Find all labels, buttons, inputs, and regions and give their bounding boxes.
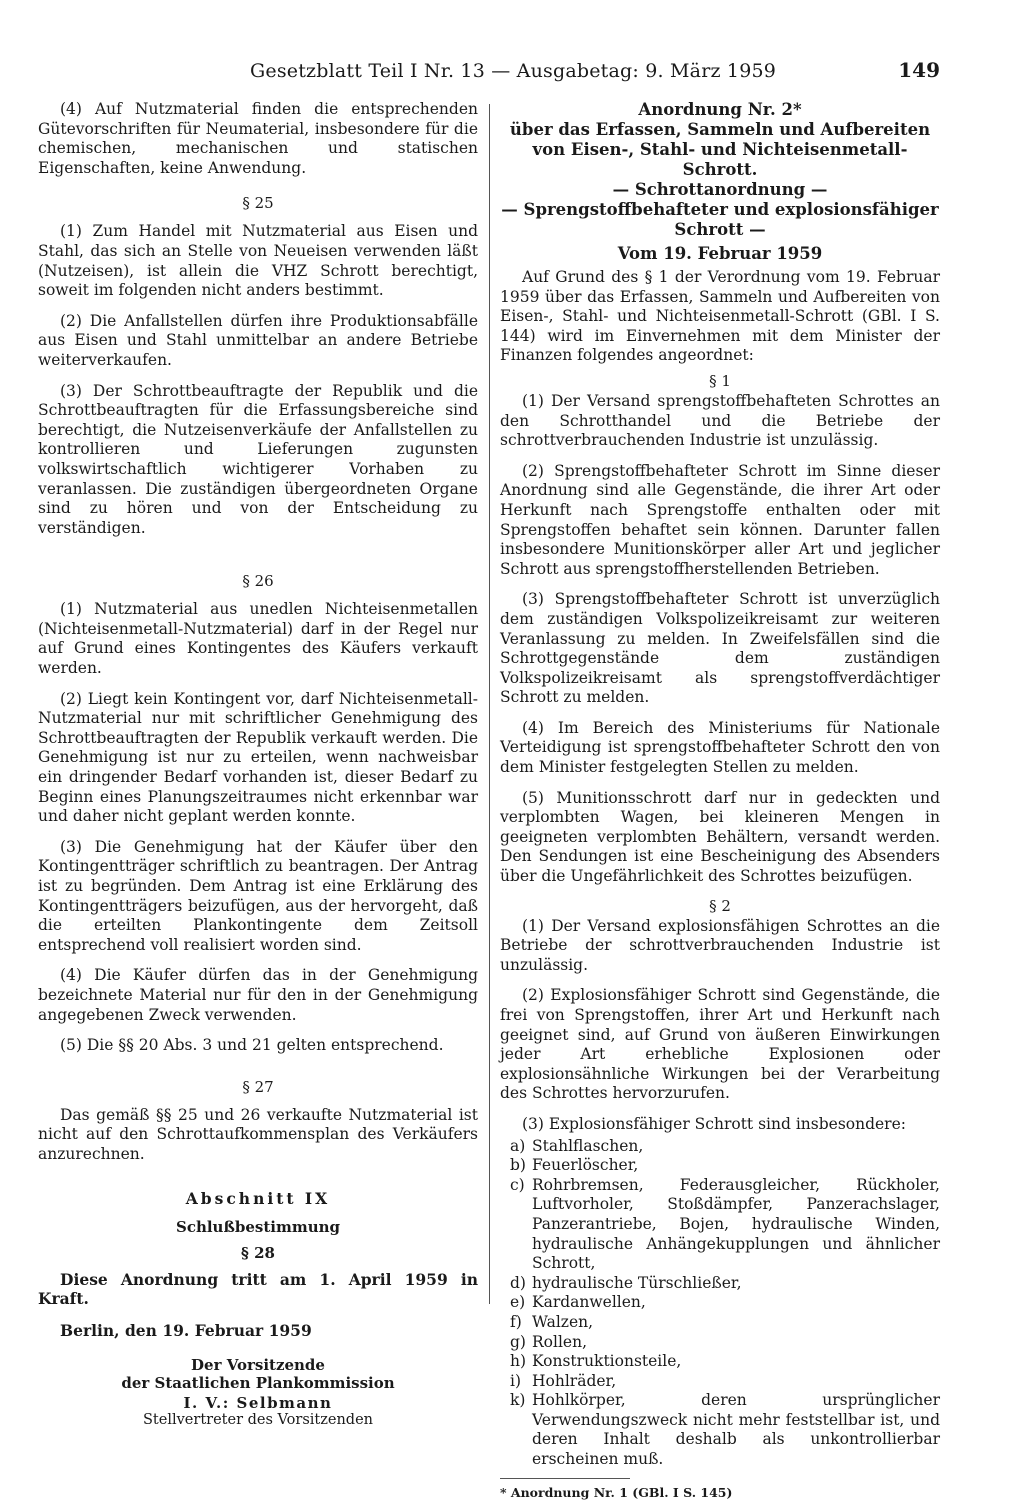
list-item-key: c) bbox=[510, 1175, 525, 1194]
signature-role: Stellvertreter des Vorsitzenden bbox=[143, 1412, 373, 1429]
section-1-heading: § 1 bbox=[709, 371, 731, 390]
section-1-5: (5) Munitionsschrott darf nur in gedeckten und verplombten Wagen, bei kleineren Mengen in geeigneten verplombten Behältern, versandt werden. Den Sendungen ist eine Bescheinigung des Absenders über die Ungefährlichkeit des Schrottes beizufügen. bbox=[500, 788, 940, 886]
list-item-key: d) bbox=[510, 1273, 526, 1292]
paragraph-4: (4) Auf Nutzmaterial finden die entsprechenden Gütevorschriften für Neumaterial, insbesondere für die chemischen, mechanischen und statischen Eigenschaften, keine Anwendung. bbox=[38, 100, 478, 177]
section-2-heading: § 2 bbox=[709, 896, 731, 915]
page-number: 149 bbox=[898, 58, 940, 82]
section-26-2: (2) Liegt kein Kontingent vor, darf Nichteisenmetall-Nutzmaterial nur mit schriftlicher Genehmigung des Schrottbeauftragten der Republik verkauft werden. Die Genehmigung ist nur zu erteilen, wenn nachweisbar ein dringender Bedarf vorhanden ist, dieser Bedarf zu Beginn eines Planungszeitraumes nicht erkennbar war und daher nicht geplant werden konnte. bbox=[38, 689, 478, 826]
column-divider bbox=[489, 104, 490, 1304]
section-1-2: (2) Sprengstoffbehafteter Schrott im Sinne dieser Anordnung sind alle Gegenstände, die ihrer Art oder Herkunft nach Sprengstoffe enthalten oder mit Sprengstoffen behaftet sein können. Darunter fallen insbesondere Munitionskörper aller Art und jeglicher Schrott aus sprengstoffherstellenden Betrieben. bbox=[500, 461, 940, 578]
list-item-key: h) bbox=[510, 1352, 527, 1371]
list-item bbox=[510, 1391, 940, 1469]
list-item bbox=[510, 1352, 940, 1372]
section-27-heading: § 27 bbox=[242, 1077, 274, 1096]
section-26-heading: § 26 bbox=[242, 572, 274, 591]
section-27-text: Das gemäß §§ 25 und 26 verkaufte Nutzmaterial ist nicht auf den Schrottaufkommensplan des Verkäufers anzurechnen. bbox=[38, 1105, 478, 1163]
section-25-3: (3) Der Schrottbeauftragte der Republik und die Schrottbeauftragten für die Erfassungsbereiche sind berechtigt, die Nutzeisenverkäufe der Anfallstellen zu kontrollieren und Lieferungen zugunsten volkswirtschaftlich wichtigerer Vorhaben zu veranlassen. Die zuständigen übergeordneten Organe sind zu hören und von der Entscheidung zu verständigen. bbox=[38, 381, 478, 537]
section-1-4: (4) Im Bereich des Ministeriums für Nationale Verteidigung ist sprengstoffbehafteter Schrott den von dem Minister festgelegten Stellen zu melden. bbox=[500, 718, 940, 777]
section-26-5: (5) Die §§ 20 Abs. 3 und 21 gelten entsprechend. bbox=[60, 1036, 444, 1055]
list-item bbox=[510, 1176, 940, 1274]
explosive-scrap-list bbox=[500, 1137, 940, 1470]
list-item-text: Rollen, bbox=[532, 1332, 587, 1351]
left-column bbox=[38, 100, 478, 1428]
ordinance-intro: Auf Grund des § 1 der Verordnung vom 19. Februar 1959 über das Erfassen, Sammeln und Aufbereiten von Eisen-, Stahl- und Nichteisenmetall-Schrott (GBl. I S. 144) wird im Einvernehmen mit dem Minister der Finanzen folgendes angeordnet: bbox=[500, 268, 940, 365]
list-item-text: Hohlräder, bbox=[532, 1371, 617, 1390]
list-item-text: Rohrbremsen, Federausgleicher, Rückholer, Luftvorholer, Stoßdämpfer, Panzerachslager, Panzerantriebe, Bojen, hydraulische Winden, hydraulische Anhängekupplungen und ähnlicher Schrott, bbox=[532, 1175, 940, 1273]
section-26-4: (4) Die Käufer dürfen das in der Genehmigung bezeichnete Material nur für den in der Genehmigung angegebenen Zweck verwenden. bbox=[38, 966, 478, 1024]
footnote-rule bbox=[500, 1478, 630, 1479]
list-item-key: e) bbox=[510, 1293, 526, 1312]
list-item-text: Kardanwellen, bbox=[532, 1293, 646, 1312]
list-item-text: Stahlflaschen, bbox=[532, 1136, 644, 1155]
list-item bbox=[510, 1274, 940, 1294]
section-1-1: (1) Der Versand sprengstoffbehafteten Schrottes an den Schrotthandel und die Betriebe der schrottverbrauchenden Industrie ist unzulässig. bbox=[500, 391, 940, 450]
section-subtitle: Schlußbestimmung bbox=[175, 1217, 341, 1236]
ordinance-number: Anordnung Nr. 2* bbox=[638, 100, 802, 119]
list-item bbox=[510, 1313, 940, 1333]
ordinance-short-title: — Schrottanordnung — bbox=[612, 180, 828, 199]
ordinance-topic: — Sprengstoffbehafteter und explosionsfähiger Schrott — bbox=[501, 200, 939, 239]
section-28-text: Diese Anordnung tritt am 1. April 1959 in Kraft. bbox=[38, 1269, 478, 1309]
footnote: * Anordnung Nr. 1 (GBl. I S. 145) bbox=[500, 1484, 733, 1500]
section-2-1: (1) Der Versand explosionsfähigen Schrottes an die Betriebe der schrottverbrauchenden Industrie ist unzulässig. bbox=[500, 916, 940, 974]
list-item-text: Konstruktionsteile, bbox=[532, 1352, 682, 1371]
list-item-text: Hohlkörper, deren ursprünglicher Verwendungszweck nicht mehr feststellbar ist, und deren Inhalt deshalb als unkontrollierbar erscheinen muß. bbox=[532, 1391, 940, 1469]
list-item-text: Walzen, bbox=[532, 1312, 594, 1331]
ordinance-date: Vom 19. Februar 1959 bbox=[617, 244, 823, 263]
section-26-3: (3) Die Genehmigung hat der Käufer über den Kontingentträger schriftlich zu beantragen. Der Antrag ist zu begründen. Dem Antrag ist eine Erklärung des Kontingentträgers beizufügen, aus der hervorgeht, daß die erteilten Plankontingente dem Zeitsoll entsprechend voll realisiert worden sind. bbox=[38, 837, 478, 954]
signature-line-1: Der Vorsitzende bbox=[191, 1356, 325, 1375]
section-28-heading: § 28 bbox=[241, 1243, 275, 1262]
section-1-3: (3) Sprengstoffbehafteter Schrott ist unverzüglich dem zuständigen Volkspolizeikreisamt zur weiteren Veranlassung zu melden. In Zweifelsfällen sind die Schrottgegenstände dem zuständigen Volkspolizeikreisamt als sprengstoffverdächtiger Schrott zu melden. bbox=[500, 590, 940, 707]
list-item bbox=[510, 1333, 940, 1353]
header-title: Gesetzblatt Teil I Nr. 13 — Ausgabetag: 9. März 1959 bbox=[250, 60, 777, 82]
right-column bbox=[500, 100, 940, 1500]
section-2-3: (3) Explosionsfähiger Schrott sind insbesondere: bbox=[522, 1114, 906, 1133]
list-item-key: a) bbox=[510, 1136, 526, 1155]
list-item-text: hydraulische Türschließer, bbox=[532, 1273, 742, 1292]
place-date: Berlin, den 19. Februar 1959 bbox=[60, 1320, 312, 1340]
section-25-heading: § 25 bbox=[242, 194, 274, 213]
ordinance-subject: über das Erfassen, Sammeln und Aufbereiten von Eisen-, Stahl- und Nichteisenmetall-Schrott. bbox=[509, 120, 931, 179]
list-item-text: Feuerlöscher, bbox=[532, 1156, 639, 1175]
section-2-2: (2) Explosionsfähiger Schrott sind Gegenstände, die frei von Sprengstoffen, ihrer Art und Herkunft nach geeignet sind, auf Grund von äußeren Einwirkungen jeder Art erhebliche Explosionen oder explosionsähnliche Wirkungen bei der Verarbeitung des Schrottes hervorzurufen. bbox=[500, 986, 940, 1103]
signature-name: I. V.: Selbmann bbox=[183, 1394, 333, 1413]
list-item-key: k) bbox=[510, 1391, 526, 1410]
list-item-key: g) bbox=[510, 1332, 526, 1351]
section-25-2: (2) Die Anfallstellen dürfen ihre Produktionsabfälle aus Eisen und Stahl unmittelbar an andere Betriebe weiterverkaufen. bbox=[38, 311, 478, 369]
list-item-key: f) bbox=[510, 1312, 522, 1331]
list-item bbox=[510, 1137, 940, 1157]
section-heading: Abschnitt IX bbox=[185, 1188, 331, 1208]
section-26-1: (1) Nutzmaterial aus unedlen Nichteisenmetallen (Nichteisenmetall-Nutzmaterial) darf in der Regel nur auf Grund eines Kontingentes des Käufers verkauft werden. bbox=[38, 600, 478, 678]
list-item bbox=[510, 1293, 940, 1313]
list-item bbox=[510, 1372, 940, 1392]
section-25-1: (1) Zum Handel mit Nutzmaterial aus Eisen und Stahl, das sich an Stelle von Neueisen verwenden läßt (Nutzeisen), ist allein die VHZ Schrott berechtigt, soweit im folgenden nicht anders bestimmt. bbox=[38, 222, 478, 300]
page-header bbox=[250, 52, 940, 86]
list-item bbox=[510, 1156, 940, 1176]
list-item-key: b) bbox=[510, 1156, 526, 1175]
list-item-key: i) bbox=[510, 1371, 522, 1390]
signature-line-2: der Staatlichen Plankommission bbox=[121, 1374, 395, 1393]
